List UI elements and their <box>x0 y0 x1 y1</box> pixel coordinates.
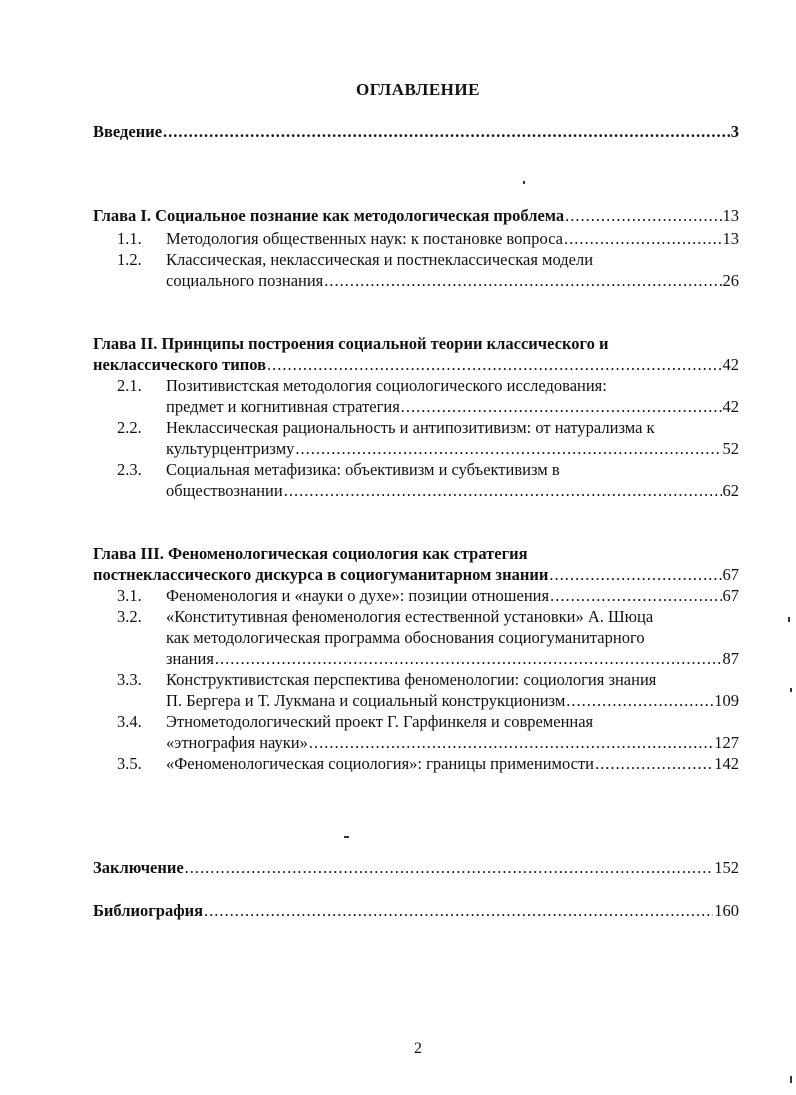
section-page: 26 <box>722 271 739 290</box>
toc-conclusion[interactable] <box>93 857 739 879</box>
section-page: 109 <box>714 691 739 710</box>
toc-chapter-3[interactable] <box>93 564 739 586</box>
section-title[interactable]: Неклассическая рациональность и антипозитивизм: от натурализма к <box>166 418 655 437</box>
section-title-cont: социального познания <box>166 271 324 290</box>
chapter-2-heading-cont: неклассического типов <box>93 355 267 374</box>
toc-bibliography[interactable] <box>93 900 739 922</box>
toc-section-3-3[interactable] <box>166 690 739 712</box>
section-number: 1.2. <box>117 250 142 269</box>
dot-leader <box>215 648 722 670</box>
section-title-cont: П. Бергера и Т. Лукмана и социальный конструкционизм <box>166 691 566 710</box>
dot-leader <box>163 121 730 143</box>
section-number: 2.1. <box>117 376 142 395</box>
section-number: 3.4. <box>117 712 142 731</box>
toc-section-1-1[interactable] <box>166 228 739 250</box>
chapter-3-page: 67 <box>722 565 739 584</box>
section-number: 3.2. <box>117 607 142 626</box>
section-title-cont[interactable]: как методологическая программа обоснования социогуманитарного <box>166 628 645 647</box>
section-title[interactable]: Классическая, неклассическая и постнеклассическая модели <box>166 250 594 269</box>
chapter-1-heading: Глава I. Социальное познание как методологическая проблема <box>93 206 565 225</box>
toc-chapter-1[interactable] <box>93 205 739 227</box>
dot-leader <box>550 585 721 607</box>
toc-chapter-2[interactable] <box>93 354 739 376</box>
dot-leader <box>565 205 721 227</box>
toc-intro-label: Введение <box>93 122 163 141</box>
section-title[interactable]: Социальная метафизика: объективизм и субъективизм в <box>166 460 560 479</box>
section-page: 67 <box>722 586 739 605</box>
dot-leader <box>564 228 722 250</box>
section-title-cont: знания <box>166 649 214 668</box>
conclusion-label: Заключение <box>93 858 184 877</box>
section-number: 3.5. <box>117 754 142 773</box>
dot-leader <box>185 857 714 879</box>
section-page: 87 <box>722 649 739 668</box>
dot-leader <box>401 396 722 418</box>
toc-section-2-2[interactable] <box>166 438 739 460</box>
scan-speck <box>344 836 349 838</box>
dot-leader <box>595 753 713 775</box>
dot-leader <box>324 270 721 292</box>
scan-speck <box>788 617 790 622</box>
page-number: 2 <box>414 1040 422 1057</box>
toc-section-2-1[interactable] <box>166 396 739 418</box>
section-title[interactable]: «Конститутивная феноменология естественной установки» А. Шюца <box>166 607 654 626</box>
section-page: 52 <box>722 439 739 458</box>
page-title: ОГЛАВЛЕНИЕ <box>356 80 480 99</box>
toc-section-2-3[interactable] <box>166 480 739 502</box>
chapter-1-page: 13 <box>722 206 739 225</box>
section-title-cont: «этнография науки» <box>166 733 308 752</box>
scan-speck <box>790 1076 792 1083</box>
dot-leader <box>267 354 721 376</box>
section-number: 3.3. <box>117 670 142 689</box>
section-number: 3.1. <box>117 586 142 605</box>
section-page: 127 <box>714 733 739 752</box>
chapter-3-heading-cont: постнеклассического дискурса в социогуманитарном знании <box>93 565 549 584</box>
section-title: «Феноменологическая социология»: границы применимости <box>166 754 594 773</box>
section-title: Методология общественных наук: к постановке вопроса <box>166 229 563 248</box>
section-title: Феноменология и «науки о духе»: позиции отношения <box>166 586 550 605</box>
section-page: 13 <box>722 229 739 248</box>
bibliography-label: Библиография <box>93 901 204 920</box>
dot-leader <box>566 690 713 712</box>
dot-leader <box>204 900 713 922</box>
section-title-cont: обществознании <box>166 481 283 500</box>
toc-intro[interactable] <box>93 121 739 143</box>
section-number: 2.2. <box>117 418 142 437</box>
dot-leader <box>309 732 713 754</box>
scan-speck <box>523 181 525 184</box>
toc-section-3-5[interactable] <box>166 753 739 775</box>
section-title[interactable]: Позитивистская методология социологического исследования: <box>166 376 607 395</box>
toc-section-3-2[interactable] <box>166 648 739 670</box>
toc-section-1-2[interactable] <box>166 270 739 292</box>
conclusion-page: 152 <box>714 858 739 877</box>
dot-leader <box>549 564 721 586</box>
section-page: 42 <box>722 397 739 416</box>
section-number: 2.3. <box>117 460 142 479</box>
chapter-2-page: 42 <box>722 355 739 374</box>
chapter-3-heading[interactable]: Глава III. Феноменологическая социология как стратегия <box>93 544 528 563</box>
section-title[interactable]: Конструктивистская перспектива феноменологии: социология знания <box>166 670 657 689</box>
toc-section-3-4[interactable] <box>166 732 739 754</box>
dot-leader <box>295 438 721 460</box>
section-number: 1.1. <box>117 229 142 248</box>
section-title-cont: предмет и когнитивная стратегия <box>166 397 400 416</box>
section-page: 62 <box>722 481 739 500</box>
scan-speck <box>790 688 792 692</box>
toc-intro-page: 3 <box>730 122 739 141</box>
section-title[interactable]: Этнометодологический проект Г. Гарфинкеля и современная <box>166 712 594 731</box>
section-page: 142 <box>714 754 739 773</box>
bibliography-page: 160 <box>714 901 739 920</box>
toc-section-3-1[interactable] <box>166 585 739 607</box>
chapter-2-heading[interactable]: Глава II. Принципы построения социальной теории классического и <box>93 334 609 353</box>
dot-leader <box>284 480 722 502</box>
section-title-cont: культурцентризму <box>166 439 295 458</box>
